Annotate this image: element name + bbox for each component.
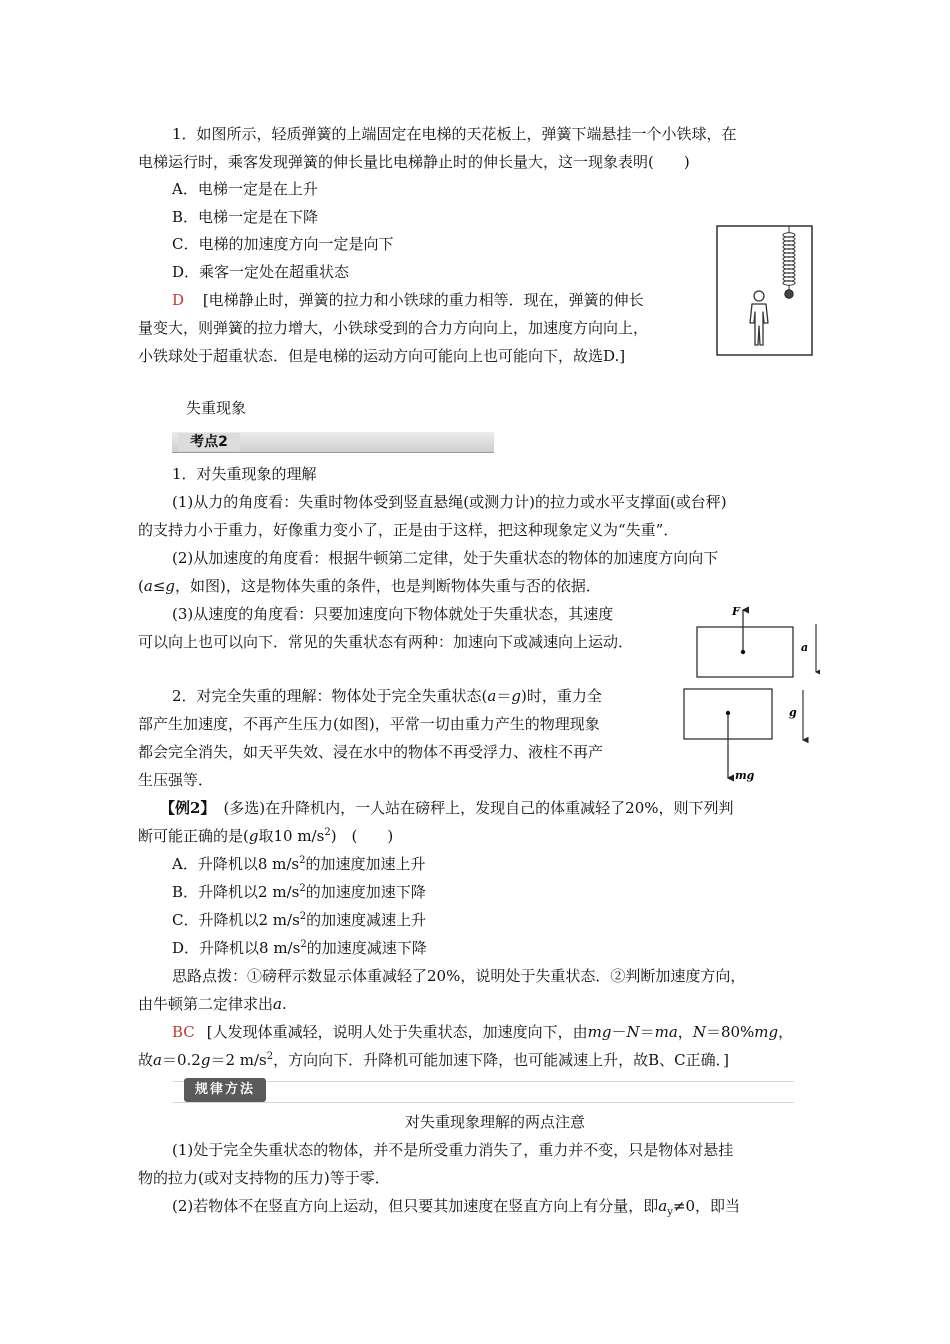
p2-line2: 部产生加速度，不再产生压力(如图)，平常一切由重力产生的物理现象: [138, 715, 600, 733]
ex2-line2: 断可能正确的是(g取10 $m/s^2$) ( ): [138, 827, 394, 845]
ex2-option-c: C．升降机以2 $m/s^2$的加速度减速上升: [172, 911, 427, 929]
q1-answer: D: [172, 291, 185, 309]
ex2-option-d: D．升降机以8 $m/s^2$的加速度减速下降: [172, 939, 427, 957]
section-title: 失重现象: [186, 399, 247, 417]
gravity-g-label: g: [789, 706, 797, 719]
rule-point1-line2: 物的拉力(或对支持物的压力)等于零．: [138, 1169, 390, 1187]
kaodian-label: 考点2: [178, 433, 240, 451]
p1-b-line1: (2)从加速度的角度看：根据牛顿第二定律，处于失重状态的物体的加速度方向向下: [172, 549, 719, 567]
rule-point1-line1: (1)处于完全失重状态的物体，并不是所受重力消失了，重力并不变，只是物体对悬挂: [172, 1141, 734, 1159]
p2-line1: 2．对完全失重的理解：物体处于完全失重状态(a＝g)时，重力全: [172, 687, 602, 705]
force-F-label: F: [732, 605, 740, 618]
ex2-line1: 【例2】 (多选)在升降机内，一人站在磅秤上，发现自己的体重减轻了20%，则下列判: [160, 799, 734, 817]
ex2-option-a: A．升降机以8 $m/s^2$的加速度加速上升: [172, 855, 426, 873]
ex2-hint-line2: 由牛顿第二定律求出a.: [138, 995, 287, 1013]
q1-option-b: B．电梯一定是在下降: [172, 208, 319, 226]
p2-line3: 都会完全消失，如天平失效、浸在水中的物体不再受浮力、液柱不再产: [138, 743, 604, 761]
weightlessness-figure: [680, 600, 820, 785]
ex2-solution-line2: 故a＝0.2g＝2 $m/s^2$，方向向下．升降机可能加速下降，也可能减速上升，故B、C正确．]: [138, 1051, 729, 1069]
accel-a-label: a: [801, 641, 809, 654]
p1-a-line1: (1)从力的角度看：失重时物体受到竖直悬绳(或测力计)的拉力或水平支撑面(或台秤): [172, 493, 727, 511]
p1-c-line2: 可以向上也可以向下．常见的失重状态有两种：加速向下或减速向上运动．: [138, 633, 634, 651]
q1-stem-line2: 电梯运行时，乘客发现弹簧的伸长量比电梯静止时的伸长量大，这一现象表明( ): [138, 153, 690, 171]
p1-b-line2: (a≤g，如图)，这是物体失重的条件，也是判断物体失重与否的依据．: [138, 577, 601, 595]
kaodian-banner: [172, 432, 494, 453]
elevator-spring-figure: [716, 225, 814, 357]
ex2-label: 【例2】: [160, 799, 216, 817]
q1-explanation-line3: 小铁球处于超重状态．但是电梯的运动方向可能向上也可能向下，故选D.]: [138, 347, 626, 365]
ex2-solution-line1: BC [人发现体重减轻，说明人处于失重状态，加速度向下，由mg－N＝ma，N＝80%mg，: [172, 1023, 794, 1041]
p2-line4: 生压强等．: [138, 771, 214, 789]
ex2-option-b: B．升降机以2 $m/s^2$的加速度加速下降: [172, 883, 426, 901]
weight-mg-label: mg: [735, 769, 755, 782]
q1-option-a: A．电梯一定是在上升: [172, 180, 318, 198]
p1-c-line1: (3)从速度的角度看：只要加速度向下物体就处于失重状态，其速度: [172, 605, 614, 623]
q1-stem-line1: 1．如图所示，轻质弹簧的上端固定在电梯的天花板上，弹簧下端悬挂一个小铁球，在: [172, 125, 737, 143]
q1-option-d: D．乘客一定处在超重状态: [172, 263, 350, 281]
q1-option-c: C．电梯的加速度方向一定是向下: [172, 235, 394, 253]
q1-explanation-line1: D [电梯静止时，弹簧的拉力和小铁球的重力相等．现在，弹簧的伸长: [172, 291, 644, 309]
rule-label: 规律方法: [184, 1078, 266, 1102]
q1-explanation-line2: 量变大，则弹簧的拉力增大，小铁球受到的合力方向向上，加速度方向向上，: [138, 319, 649, 337]
ex2-answer: BC: [172, 1023, 195, 1041]
rule-title: 对失重现象理解的两点注意: [404, 1113, 585, 1131]
rule-banner: [172, 1081, 794, 1103]
rule-point2-line1: (2)若物体不在竖直方向上运动，但只要其加速度在竖直方向上有分量，即$a_y\ne 0$，即当: [172, 1197, 740, 1218]
iron-ball-icon: [785, 290, 793, 298]
ex2-hint-line1: 思路点拨：①磅秤示数显示体重减轻了20%，说明处于失重状态．②判断加速度方向，: [172, 967, 746, 985]
p1-title: 1．对失重现象的理解: [172, 465, 317, 483]
p1-a-line2: 的支持力小于重力，好像重力变小了，正是由于这样，把这种现象定义为“失重”．: [138, 521, 679, 539]
